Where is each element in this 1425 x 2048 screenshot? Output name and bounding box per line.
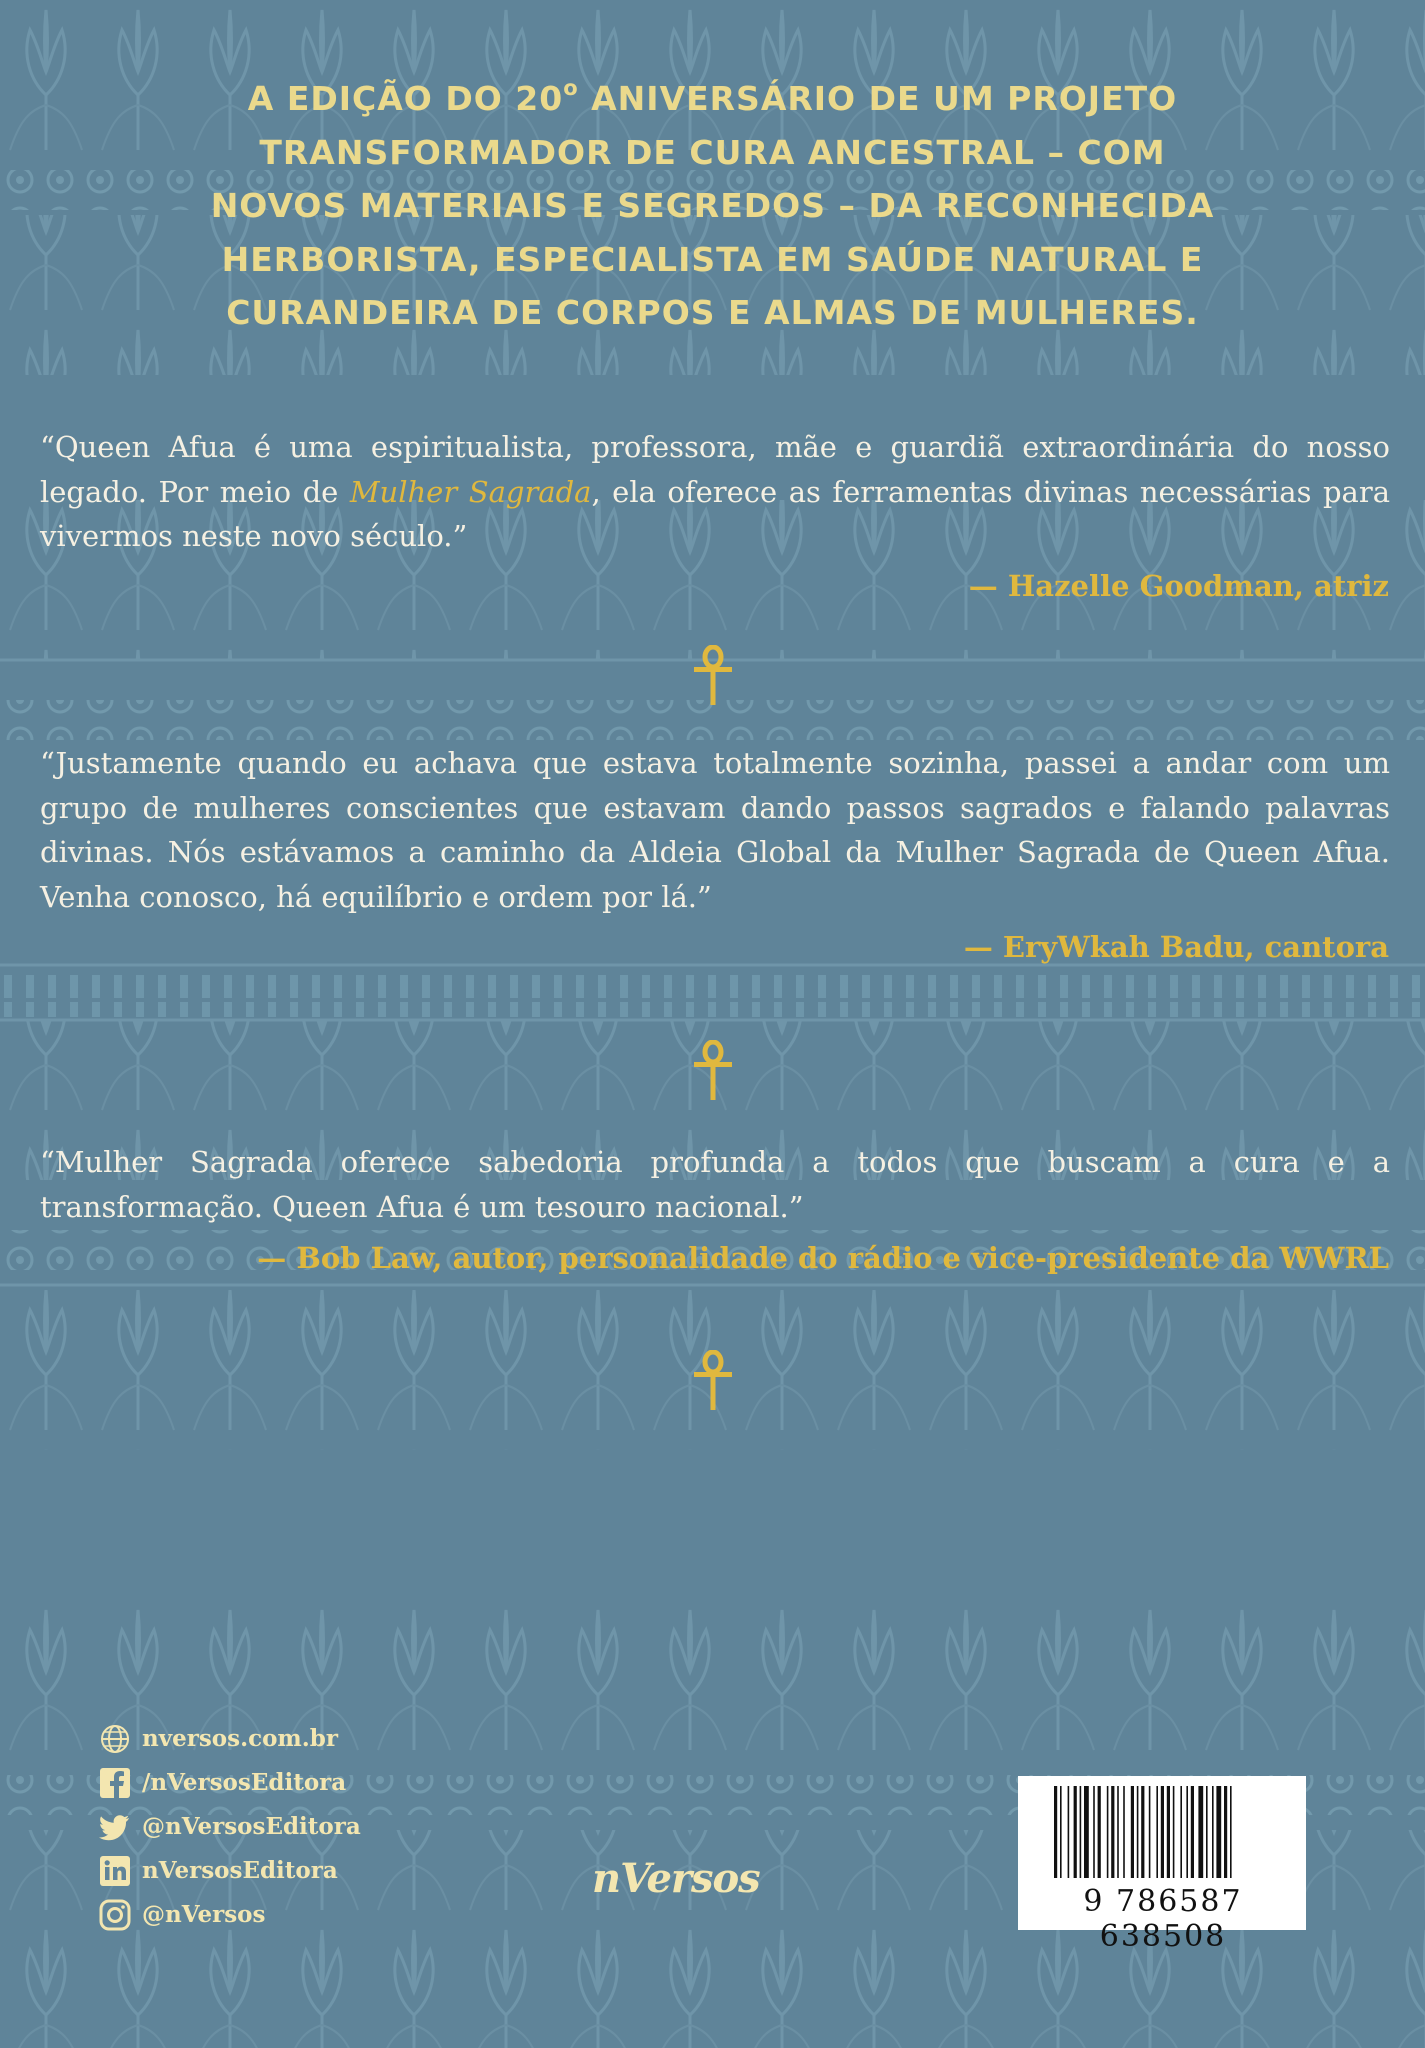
barcode-bar	[1098, 1786, 1101, 1878]
barcode-bar	[1173, 1786, 1175, 1878]
barcode-bar	[1111, 1786, 1114, 1878]
book-title-emphasis: Mulher Sagrada	[349, 474, 592, 509]
quote-bob-law: “Mulher Sagrada oferece sabedoria profunda a todos que buscam a cura e a transformação. Queen Afua é um tesouro nacional.”	[40, 1145, 1390, 1224]
facebook-icon	[98, 1766, 132, 1800]
barcode-bar	[1212, 1786, 1214, 1878]
barcode-bar	[1198, 1786, 1203, 1878]
back-cover: A EDIÇÃO DO 20$^o$ ANIVERSÁRIO DE UM PROJETO TRANSFORMADOR DE CURA ANCESTRAL – COM NOVOS MATERIAIS E SEGREDOS – DA RECONHECIDA HERBORISTA, ESPECIALISTA EM SAÚDE NATURAL E CURANDEIRA DE CORPOS E ALMAS DE MULHERES. “Queen Afua é uma espiritualista, professora, mãe e guardiã extraordinária do nosso legado. Por meio de Mulher Sagrada, ela oferece as ferramentas divinas necessárias para vivermos neste novo século.” — Hazelle Goodman, atriz “Justamente quando eu achava que estava totalmente sozinha, passei a andar com um grupo de mulheres conscientes que estavam dando passos sagrados e falando palavras divinas. Nós estávamos a caminho da Aldeia Global da Mulher Sagrada de Queen Afua. Venha conosco, há equilíbrio e ordem por lá.” — EryWkah Badu, cantora “Mulher Sagrada oferece sabedoria profunda a todos que buscam a cura e a transformação. Queen Afua é um tesouro nacional.” — Bob Law, autor, personalidade do rádio e vice-presidente da WWRL nversos.com.br /nVersosEditora @nVersosEditora nVersosEditora @nVersos nVersos 9 786587 638508	[0, 0, 1425, 2048]
barcode-bar	[1084, 1786, 1089, 1878]
barcode-bar	[1054, 1786, 1057, 1878]
attribution-hazelle-goodman: — Hazelle Goodman, atriz	[968, 569, 1389, 603]
barcode-bar	[1216, 1786, 1221, 1878]
barcode-bar	[1107, 1786, 1109, 1878]
barcode-bar	[1093, 1786, 1095, 1878]
headline-line-2: TRANSFORMADOR DE CURA ANCESTRAL – COM	[259, 132, 1166, 172]
linkedin-icon	[98, 1854, 132, 1888]
barcode-bar	[1167, 1786, 1170, 1878]
barcode-bar	[1080, 1786, 1082, 1878]
publisher-logo: nVersos	[592, 1855, 760, 1902]
instagram-icon	[98, 1898, 132, 1932]
attribution-erywkah-badu: — EryWkah Badu, cantora	[963, 930, 1389, 964]
headline-line-4: HERBORISTA, ESPECIALISTA EM SAÚDE NATURAL E	[221, 239, 1204, 279]
barcode-bar	[1149, 1786, 1151, 1878]
barcode-bar	[1224, 1786, 1227, 1878]
barcode-bars	[1054, 1786, 1274, 1890]
barcode-bar	[1137, 1786, 1139, 1878]
headline-line-3: NOVOS MATERIAIS E SEGREDOS – DA RECONHECIDA	[210, 186, 1215, 225]
isbn-number: 9 786587 638508	[1083, 1884, 1243, 1954]
globe-icon	[98, 1722, 132, 1756]
headline-line-1: A EDIÇÃO DO 20$^o$ ANIVERSÁRIO DE UM PROJETO	[247, 76, 1178, 118]
ankh-icon	[688, 645, 738, 707]
barcode-bar	[1117, 1786, 1119, 1878]
ankh-icon	[688, 1350, 738, 1412]
barcode-bar	[1161, 1786, 1164, 1878]
barcode-bar	[1123, 1786, 1125, 1878]
barcode-bar	[1131, 1786, 1134, 1878]
headline-line-5: CURANDEIRA DE CORPOS E ALMAS DE MULHERES.	[226, 293, 1199, 332]
barcode-bar	[1141, 1786, 1144, 1878]
quote-erywkah-badu: “Justamente quando eu achava que estava totalmente sozinha, passei a andar com um grupo de mulheres conscientes que estavam dando passos sagrados e falando palavras divinas. Nós estávamos a caminho da Aldeia Global da Mulher Sagrada de Queen Afua. Venha conosco, há equilíbrio e ordem por lá.”	[40, 746, 1390, 914]
barcode-bar	[1068, 1786, 1070, 1878]
barcode-bar	[1186, 1786, 1188, 1878]
quote-hazelle-goodman: “Queen Afua é uma espiritualista, professora, mãe e guardiã extraordinária do nosso legado. Por meio de Mulher Sagrada, ela oferece as ferramentas divinas necessárias para vivermos neste novo século.”	[40, 430, 1390, 553]
barcode-bar	[1191, 1786, 1194, 1878]
barcode-bar	[1074, 1786, 1077, 1878]
barcode-bar	[1156, 1786, 1158, 1878]
barcode-bar	[1180, 1786, 1182, 1878]
attribution-bob-law: — Bob Law, autor, personalidade do rádio e vice-presidente da WWRL	[257, 1241, 1389, 1275]
isbn-barcode	[1018, 1776, 1306, 1954]
barcode-bar	[1230, 1786, 1232, 1878]
headline	[150, 72, 1275, 340]
twitter-icon	[98, 1810, 132, 1844]
barcode-bar	[1206, 1786, 1208, 1878]
ankh-icon	[688, 1040, 738, 1102]
barcode-bar	[1060, 1786, 1062, 1878]
